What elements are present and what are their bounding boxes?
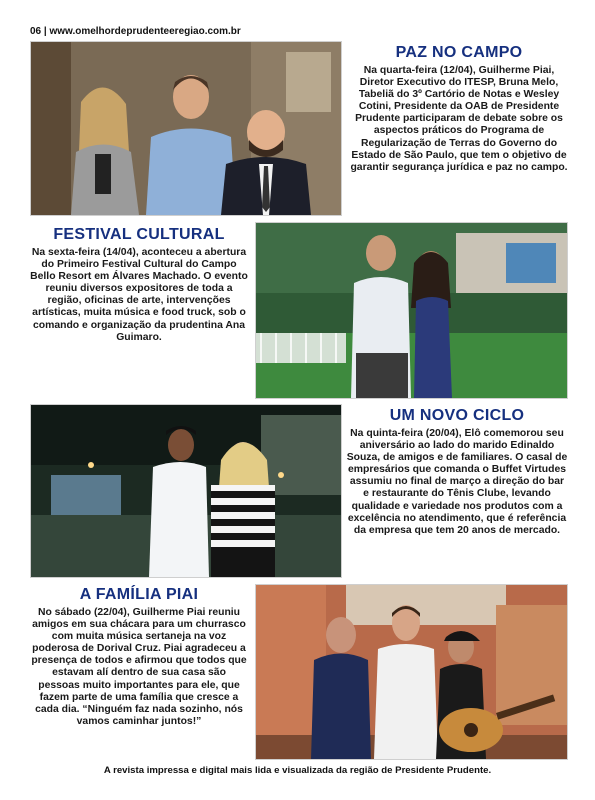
article-body: Na quarta-feira (12/04), Guilherme Piai, Diretor Executivo do ITESP, Bruna Melo, Tabeliã do 3º Cartório de Notas e Wesley Cotini, Presidente da OAB de Presidente Prudente participaram de debate sobre os aspectos práticos do Programa de Regularização de Terras do Governo do Estado de São Paulo, que tem o objetivo de garantir segurança jurídica e paz no campo. (350, 65, 568, 173)
article-paz-no-campo (348, 44, 570, 174)
article-body: Na quinta-feira (20/04), Elô comemorou seu aniversário ao lado do marido Edinaldo Souza, de amigos e de familiares. O casal de empresários que comanda o Buffet Virtudes assumiu no final de março a direção do bar e restaurante do Tênis Clube, levando qualidade e variedade nos produtos com a excelência no atendimento, que é referência da empresa que tem 20 anos de mercado. (346, 428, 568, 536)
article-a-familia-piai (30, 586, 248, 728)
article-festival-cultural (30, 226, 248, 344)
footer-tagline: A revista impressa e digital mais lida e visualizada da região de Presidente Prudente. (103, 765, 492, 776)
photo-a-familia-piai (255, 584, 568, 760)
article-body: Na sexta-feira (14/04), aconteceu a abertura do Primeiro Festival Cultural do Campo Bello Resort em Álvares Machado. O evento reuniu diversos expositores de toda a região, oficinas de arte, intervenções artísticas, muita música e food truck, sob o comando e organização da prudentina Ana Guimaro. (30, 247, 248, 343)
article-body: No sábado (22/04), Guilherme Piai reuniu amigos em sua chácara para um churrasco com muita música sertaneja na voz poderosa de Dorival Cruz. Piai agradeceu a presença de todos e afirmou que todos que estavam alí dentro de sua casa são pessoas muito importantes para ele, que fazem parte de uma família que cresce a cada dia. “Ninguém faz nada sozinho, nós vamos caminhar juntos!” (31, 607, 247, 727)
photo-um-novo-ciclo (30, 404, 342, 578)
page-header: 06 | www.omelhordeprudenteeregiao.com.br (30, 26, 241, 37)
article-title: PAZ NO CAMPO (395, 44, 523, 61)
photo-paz-no-campo (30, 41, 342, 216)
article-title: FESTIVAL CULTURAL (53, 226, 225, 243)
article-title: UM NOVO CICLO (389, 407, 525, 424)
photo-festival-cultural (255, 222, 568, 399)
article-um-novo-ciclo (346, 407, 568, 537)
article-title: A FAMÍLIA PIAI (79, 586, 199, 603)
